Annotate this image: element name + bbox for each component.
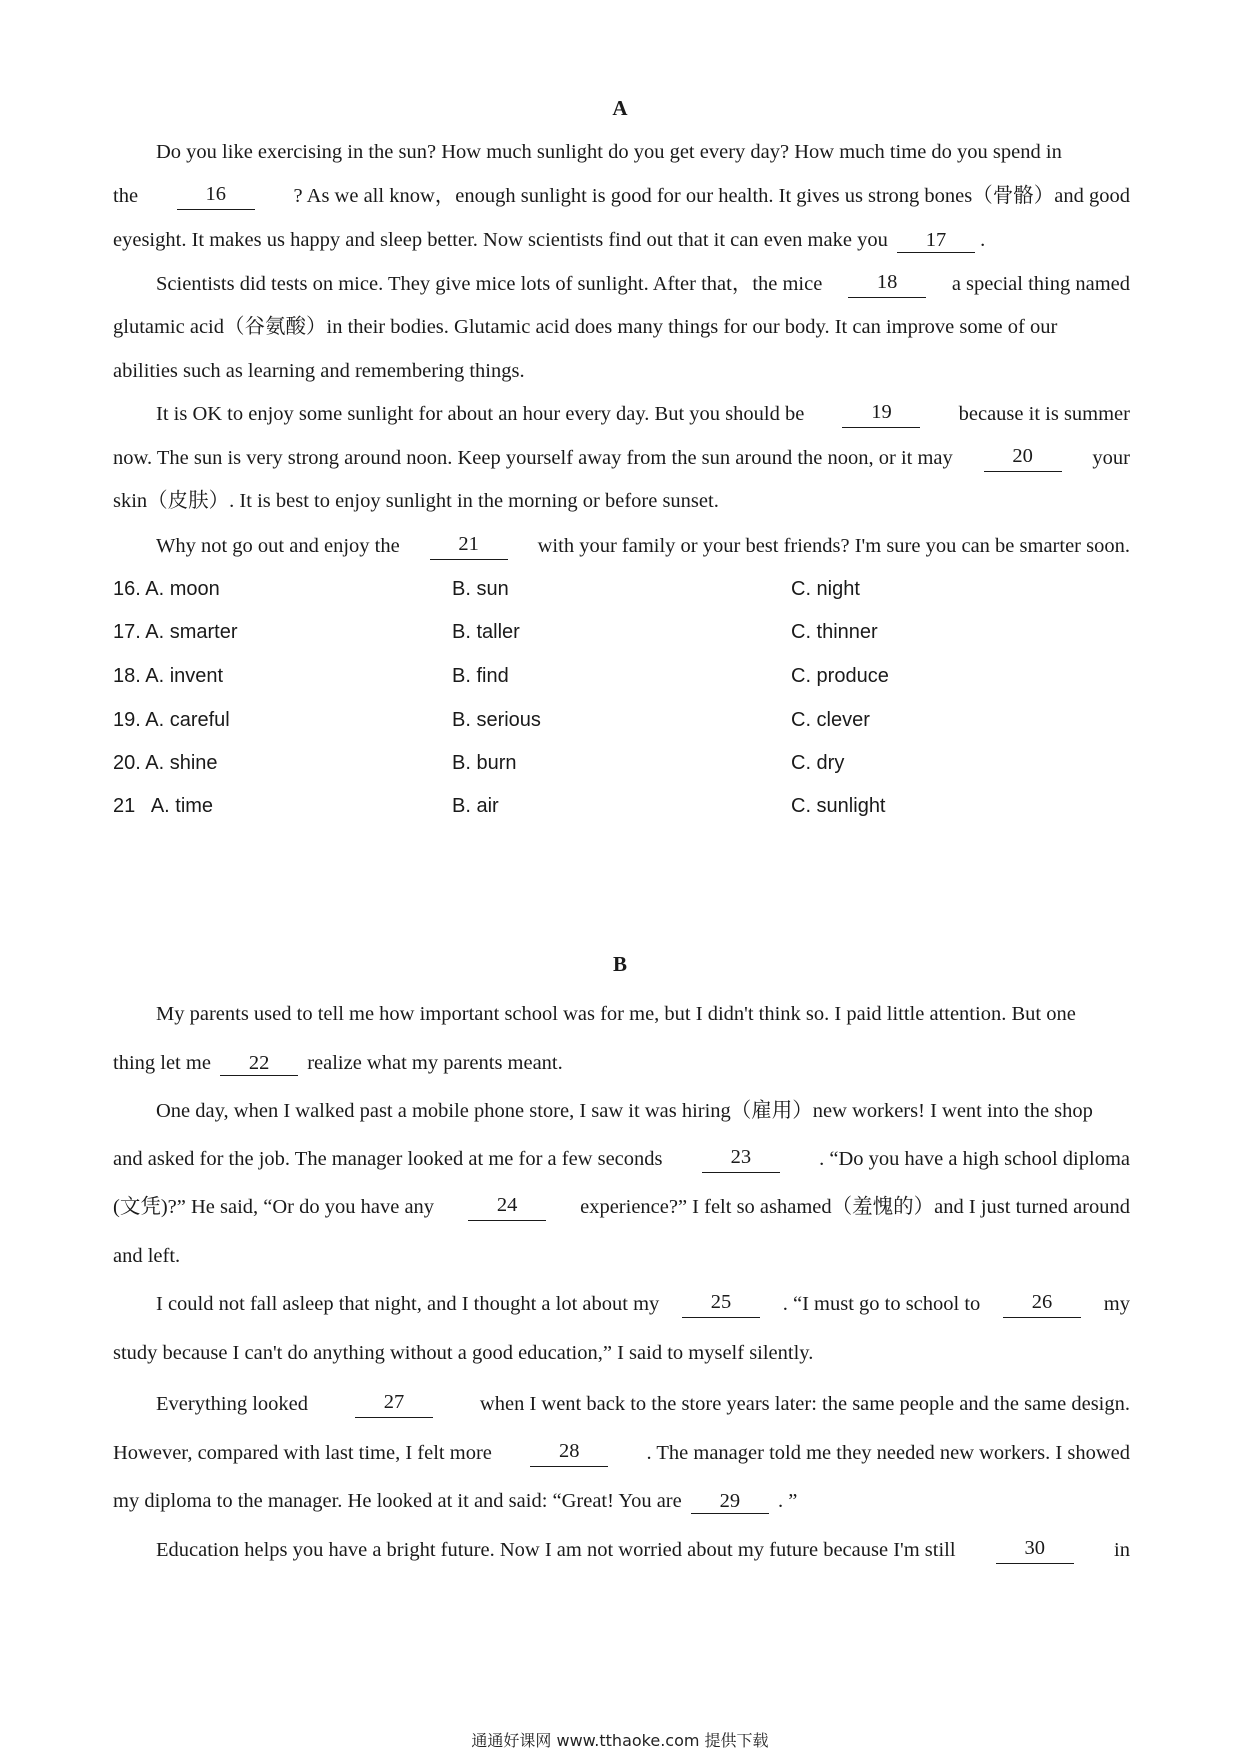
blank-30: 30	[996, 1536, 1074, 1564]
option-a: 16. A. moon	[113, 578, 220, 600]
blank-18: 18	[848, 270, 926, 298]
download-footer: 通通好课网 www.tthaoke.com 提供下载	[471, 1731, 769, 1750]
option-b: B. taller	[452, 621, 520, 643]
section-a-heading: A	[612, 96, 628, 120]
passage-a-line: glutamic acid（谷氨酸）in their bodies. Glutamic acid does many things for our body. It can improve some of our	[113, 316, 1058, 338]
passage-b-line: However, compared with last time, I felt more 28 . The manager told me they needed new workers. I showed	[113, 1439, 1130, 1467]
option-c: C. dry	[791, 752, 845, 774]
option-a: 20. A. shine	[113, 752, 218, 774]
blank-19: 19	[842, 400, 920, 428]
passage-b-line: and asked for the job. The manager looked at me for a few seconds 23 . “Do you have a high school diploma	[113, 1145, 1130, 1173]
passage-a-line: Why not go out and enjoy the 21 with your family or your best friends? I'm sure you can be smarter soon.	[156, 532, 1130, 560]
passage-b-line: Education helps you have a bright future. Now I am not worried about my future because I'm still 30 in	[156, 1536, 1130, 1564]
section-b-heading: B	[612, 952, 627, 976]
passage-b-line: my diploma to the manager. He looked at it and said: “Great! You are 29 . ”	[113, 1490, 798, 1512]
option-c: C. produce	[791, 665, 889, 687]
blank-27: 27	[355, 1390, 433, 1418]
passage-b-line: thing let me 22 realize what my parents meant.	[113, 1052, 563, 1074]
passage-a-line: Scientists did tests on mice. They give mice lots of sunlight. After that，the mice 18 a special thing named	[156, 270, 1130, 298]
option-b: B. find	[452, 665, 509, 687]
passage-a-line: now. The sun is very strong around noon. Keep yourself away from the sun around the noon, or it may 20 your	[113, 444, 1130, 472]
option-c: C. sunlight	[791, 795, 886, 817]
option-a: 19. A. careful	[113, 709, 230, 731]
passage-b-line: (文凭)?” He said, “Or do you have any 24 experience?” I felt so ashamed（羞愧的）and I just turned around	[113, 1193, 1130, 1221]
blank-26: 26	[1003, 1290, 1081, 1318]
passage-a-line: the 16 ? As we all know，enough sunlight is good for our health. It gives us strong bones（骨骼）and good	[113, 182, 1130, 210]
blank-29: 29	[691, 1489, 769, 1514]
option-b: B. sun	[452, 578, 509, 600]
option-a: 17. A. smarter	[113, 621, 238, 643]
option-b: B. burn	[452, 752, 517, 774]
passage-a-line: eyesight. It makes us happy and sleep better. Now scientists find out that it can even make you 17 .	[113, 229, 986, 251]
option-a: 21 A. time	[113, 795, 214, 817]
blank-25: 25	[682, 1290, 760, 1318]
passage-a-line: abilities such as learning and remembering things.	[113, 360, 525, 382]
passage-b-line: One day, when I walked past a mobile phone store, I saw it was hiring（雇用）new workers! I went into the shop	[156, 1100, 1093, 1122]
passage-a-line: skin（皮肤）. It is best to enjoy sunlight in the morning or before sunset.	[113, 490, 719, 512]
blank-22: 22	[220, 1051, 298, 1076]
blank-28: 28	[530, 1439, 608, 1467]
passage-b-line: Everything looked 27 when I went back to the store years later: the same people and the same design.	[156, 1390, 1130, 1418]
passage-b-line: I could not fall asleep that night, and I thought a lot about my 25 . “I must go to school to 26 my	[156, 1290, 1130, 1318]
passage-a-line: It is OK to enjoy some sunlight for about an hour every day. But you should be 19 because it is summer	[156, 400, 1130, 428]
blank-20: 20	[984, 444, 1062, 472]
option-c: C. night	[791, 578, 860, 600]
passage-b-line: My parents used to tell me how important school was for me, but I didn't think so. I paid little attention. But one	[156, 1003, 1076, 1025]
blank-21: 21	[430, 532, 508, 560]
option-c: C. thinner	[791, 621, 878, 643]
blank-23: 23	[702, 1145, 780, 1173]
option-a: 18. A. invent	[113, 665, 224, 687]
passage-b-line: study because I can't do anything without a good education,” I said to myself silently.	[113, 1342, 814, 1364]
option-b: B. air	[452, 795, 499, 817]
option-c: C. clever	[791, 709, 870, 731]
passage-b-line: and left.	[113, 1245, 181, 1267]
blank-24: 24	[468, 1193, 546, 1221]
blank-17: 17	[897, 228, 975, 253]
passage-a-line: Do you like exercising in the sun? How much sunlight do you get every day? How much time do you spend in	[156, 141, 1062, 163]
option-b: B. serious	[452, 709, 541, 731]
blank-16: 16	[177, 182, 255, 210]
